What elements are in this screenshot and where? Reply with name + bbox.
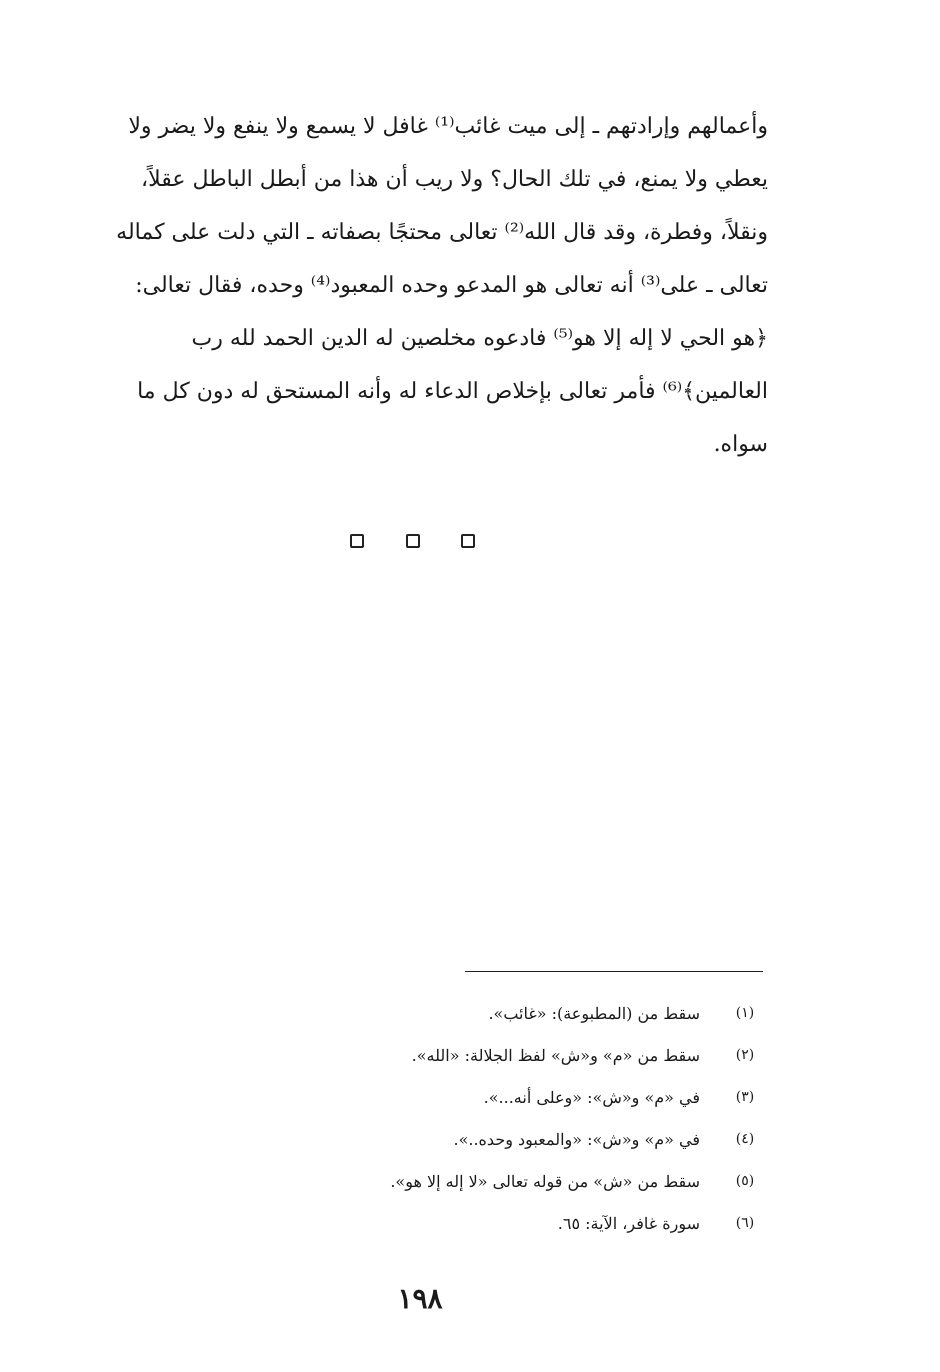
footnote-divider	[465, 971, 763, 972]
footnote-item	[300, 1076, 770, 1118]
page-number: ١٩٨	[397, 1282, 443, 1315]
footnotes	[300, 992, 770, 1244]
footnote-number: (٤)	[735, 1131, 755, 1147]
text-line: وأعمالهم وإرادتهم ـ إلى ميت غائب⁽¹⁾ غافل لا يسمع ولا ينفع ولا يضر ولا	[128, 114, 768, 139]
text-line: ونقلاً، وفطرة، وقد قال الله⁽²⁾ تعالى محتجًا بصفاته ـ التي دلت على كماله	[116, 220, 768, 245]
footnote-text: سقط من «م» و«ش» لفظ الجلالة: «الله».	[411, 1045, 700, 1065]
text-line: تعالى ـ على⁽³⁾ أنه تعالى هو المدعو وحده المعبود⁽⁴⁾ وحده، فقال تعالى:	[135, 273, 768, 298]
footnote-text: سقط من (المطبوعة): «غائب».	[488, 1003, 700, 1023]
footnote-item	[300, 1118, 770, 1160]
square-ornament-icon	[406, 534, 420, 548]
text-line: العالمين﴾⁽⁶⁾ فأمر تعالى بإخلاص الدعاء له وأنه المستحق له دون كل ما	[137, 379, 768, 404]
square-ornament-icon	[350, 534, 364, 548]
text-line: يعطي ولا يمنع، في تلك الحال؟ ولا ريب أن هذا من أبطل الباطل عقلاً،	[140, 167, 768, 192]
main-text	[68, 100, 768, 471]
footnote-item	[300, 1034, 770, 1076]
footnote-item	[300, 1160, 770, 1202]
footnote-number: (٥)	[735, 1173, 755, 1189]
footnote-number: (٣)	[735, 1089, 755, 1105]
footnote-number: (٦)	[735, 1215, 755, 1231]
footnote-item	[300, 1202, 770, 1244]
footnote-text: في «م» و«ش»: «وعلى أنه...».	[483, 1087, 700, 1107]
text-line: سواه.	[713, 432, 768, 457]
footnote-text: سورة غافر، الآية: ٦٥.	[557, 1213, 700, 1233]
text-line: ﴿هو الحي لا إله إلا هو⁽⁵⁾ فادعوه مخلصين له الدين الحمد لله رب	[191, 326, 768, 351]
footnote-text: سقط من «ش» من قوله تعالى «لا إله إلا هو».	[390, 1171, 700, 1191]
section-separator	[350, 531, 475, 551]
footnote-number: (٢)	[735, 1047, 755, 1063]
footnote-number: (١)	[735, 1005, 755, 1021]
footnote-item	[300, 992, 770, 1034]
footnote-text: في «م» و«ش»: «والمعبود وحده..».	[453, 1129, 700, 1149]
square-ornament-icon	[461, 534, 475, 548]
